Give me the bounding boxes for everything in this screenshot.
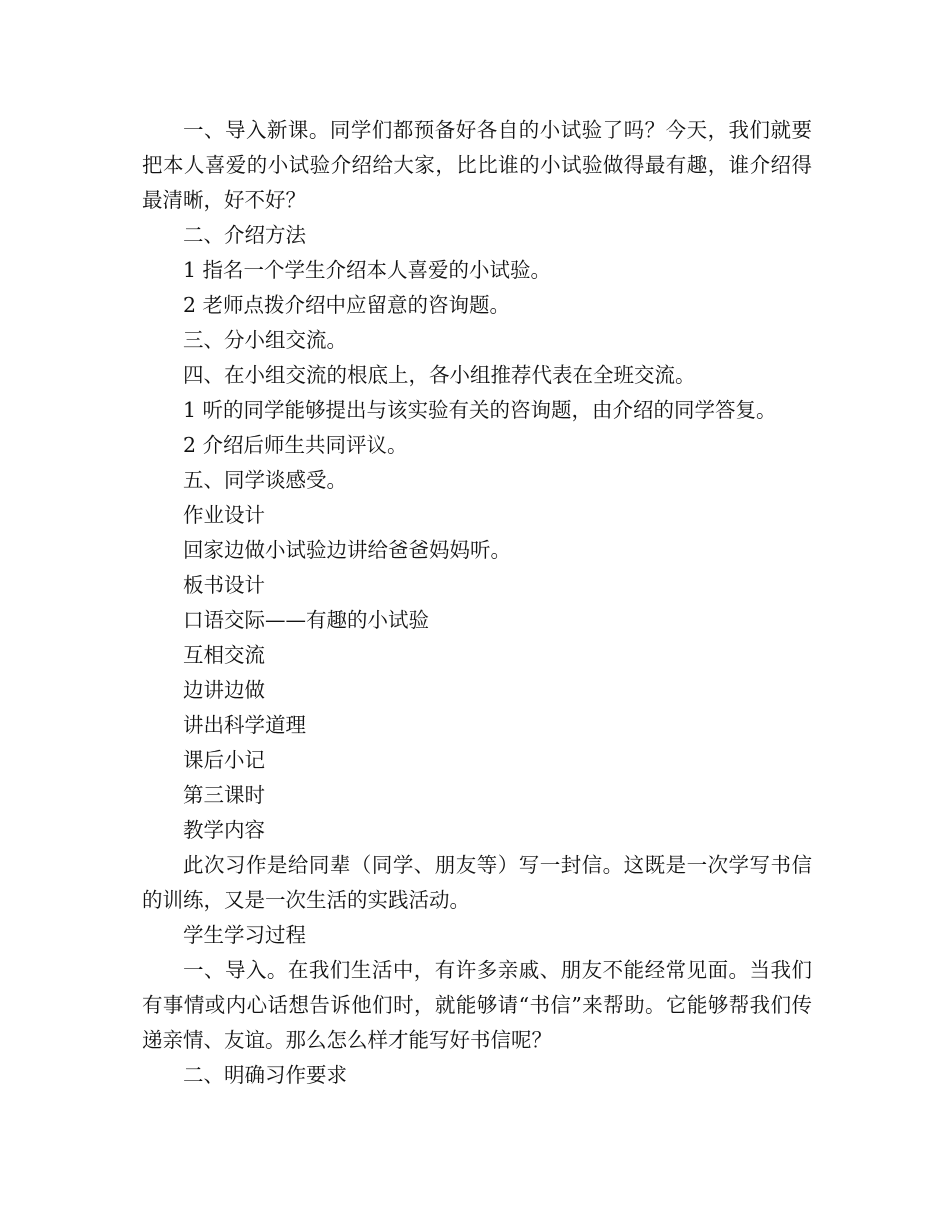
section-heading: 学生学习过程 (183, 923, 306, 947)
section-heading: 教学内容 (183, 818, 265, 842)
paragraph: 此次习作是给同辈（同学、朋友等）写一封信。这既是一次学写书信的训练，又是一次生活的实践活动。 (142, 853, 812, 912)
board-line: 口语交际——有趣的小试验 (183, 608, 429, 632)
section-heading: 五、同学谈感受。 (183, 468, 347, 492)
list-item: 2 老师点拨介绍中应留意的咨询题。 (183, 293, 511, 317)
section-heading: 板书设计 (183, 573, 265, 597)
list-item: 1 听的同学能够提出与该实验有关的咨询题，由介绍的同学答复。 (183, 398, 777, 422)
list-item: 2 介绍后师生共同评议。 (183, 433, 408, 457)
board-line: 互相交流 (183, 643, 265, 667)
section-heading: 四、在小组交流的根底上，各小组推荐代表在全班交流。 (183, 363, 696, 387)
section-heading: 二、介绍方法 (183, 223, 306, 247)
section-heading: 课后小记 (183, 748, 265, 772)
board-line: 讲出科学道理 (183, 713, 306, 737)
paragraph: 一、导入新课。同学们都预备好各自的小试验了吗？今天，我们就要把本人喜爱的小试验介绍给大家，比比谁的小试验做得最有趣，谁介绍得最清晰，好不好？ (142, 118, 812, 212)
paragraph: 回家边做小试验边讲给爸爸妈妈听。 (183, 538, 511, 562)
list-item: 1 指名一个学生介绍本人喜爱的小试验。 (183, 258, 552, 282)
board-line: 边讲边做 (183, 678, 265, 702)
section-heading: 作业设计 (183, 503, 265, 527)
paragraph: 一、导入。在我们生活中，有许多亲戚、朋友不能经常见面。当我们有事情或内心话想告诉他们时，就能够请“书信”来帮助。它能够帮我们传递亲情、友谊。那么怎么样才能写好书信呢？ (142, 958, 812, 1052)
section-heading: 三、分小组交流。 (183, 328, 347, 352)
section-heading: 第三课时 (183, 783, 265, 807)
section-heading: 二、明确习作要求 (183, 1063, 347, 1087)
document-body (142, 113, 812, 1093)
